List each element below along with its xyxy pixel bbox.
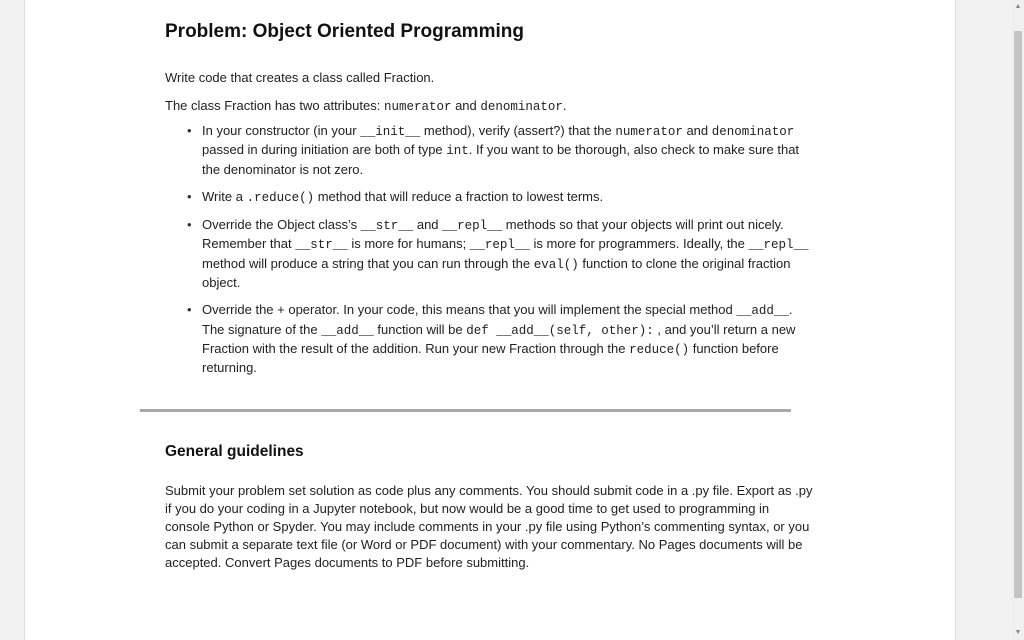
scroll-down-arrow-icon[interactable]: ▼	[1014, 629, 1022, 636]
list-item: • Write a .reduce() method that will reduce a fraction to lowest terms.	[187, 188, 817, 207]
scroll-up-arrow-icon[interactable]: ▲	[1014, 3, 1022, 10]
guidelines-title: General guidelines	[165, 443, 304, 460]
attributes-paragraph: The class Fraction has two attributes: numerator and denominator.	[165, 98, 567, 114]
intro-paragraph: Write code that creates a class called Fraction.	[165, 70, 435, 85]
scrollbar-thumb[interactable]	[1014, 31, 1022, 598]
requirements-list	[187, 122, 817, 387]
problem-title: Problem: Object Oriented Programming	[165, 21, 524, 42]
code-denominator: denominator	[480, 100, 563, 114]
vertical-scrollbar[interactable]	[1012, 0, 1024, 640]
guidelines-paragraph: Submit your problem set solution as code plus any comments. You should submit code in a .py file. Export as .py if you do your coding in a Jupyter notebook, but now would be a good time to get used to programming in console Python or Spyder. You may include comments in your .py file using Python’s commenting syntax, or you can submit a separate text file (or Word or PDF document) with your commentary. No Pages documents will be accepted. Convert Pages documents to PDF before submitting.	[165, 483, 813, 570]
code-numerator: numerator	[383, 100, 452, 114]
list-item: • In your constructor (in your __init__ method), verify (assert?) that the numerator and denominator passed in during initiation are both of type int. If you want to be thorough, also check to make sure that the denominator is not zero.	[187, 122, 817, 179]
list-item: • Override the Object class’s __str__ and __repl__ methods so that your objects will print out nicely. Remember that __str__ is more for humans; __repl__ is more for programmers. Ideally, the __repl__ method will produce a string that you can run through the eval() function to clone the original fraction object.	[187, 216, 817, 292]
list-item: • Override the + operator. In your code, this means that you will implement the special method __add__. The signature of the __add__ function will be def __add__(self, other): , and you’ll return a new Fraction with the result of the addition. Run your new Fraction through the reduce() function before returning.	[187, 301, 817, 377]
section-divider	[140, 409, 791, 412]
document-page	[24, 0, 956, 640]
